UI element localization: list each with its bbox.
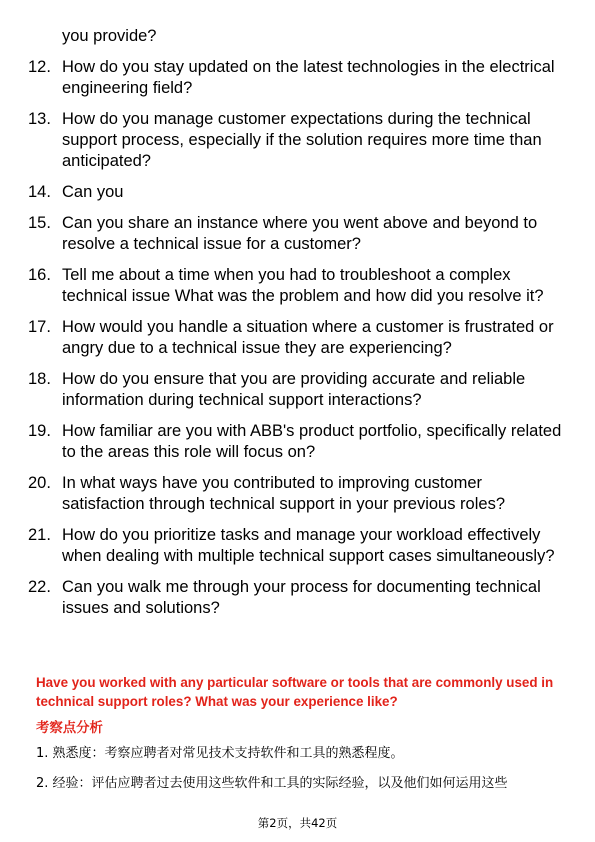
question-number: 21. (28, 526, 51, 544)
question-item (0, 213, 595, 255)
question-text: Tell me about a time when you had to troubleshoot a complex technical issue What was the problem and how did you resolve it? (62, 266, 544, 305)
question-number: 17. (28, 318, 51, 336)
question-item (0, 525, 595, 567)
analysis-title: 考察点分析 (36, 721, 103, 736)
analysis-item: 1. 熟悉度：考察应聘者对常见技术支持软件和工具的熟悉程度。 (36, 746, 404, 761)
question-number: 14. (28, 183, 51, 201)
question-number: 16. (28, 266, 51, 284)
question-text: How do you stay updated on the latest technologies in the electrical engineering field? (62, 58, 555, 97)
question-text: How familiar are you with ABB's product portfolio, specifically related to the areas this role will focus on? (62, 422, 562, 461)
analysis-item: 2. 经验：评估应聘者过去使用这些软件和工具的实际经验，以及他们如何运用这些 (36, 776, 508, 791)
question-text: How do you ensure that you are providing accurate and reliable information during technical support interactions? (62, 370, 526, 409)
section-question-heading: Have you worked with any particular software or tools that are commonly used in technical support roles? What was your experience like? (36, 675, 554, 709)
question-text: How do you manage customer expectations during the technical support process, especially if the solution requires more time than anticipated? (62, 110, 542, 170)
question-number: 12. (28, 58, 51, 76)
question-text: Can you walk me through your process for documenting technical issues and solutions? (62, 578, 541, 617)
question-number: 15. (28, 214, 51, 232)
question-list (0, 57, 595, 629)
question-text: Can you share an instance where you went above and beyond to resolve a technical issue for a customer? (62, 214, 538, 253)
question-number: 20. (28, 474, 51, 492)
question-item (0, 577, 595, 619)
question-item (0, 473, 595, 515)
question-item (0, 265, 595, 307)
question-item (0, 182, 595, 203)
question-text: Can you (62, 183, 124, 201)
question-number: 19. (28, 422, 51, 440)
question-item (0, 109, 595, 172)
page-number-footer: 第2页，共42页 (257, 816, 338, 830)
question-item (0, 421, 595, 463)
question-item (0, 57, 595, 99)
question-number: 18. (28, 370, 51, 388)
question-text: How do you prioritize tasks and manage your workload effectively when dealing with multiple technical support cases simultaneously? (62, 526, 555, 565)
question-number: 22. (28, 578, 51, 596)
question-text: In what ways have you contributed to improving customer satisfaction through technical support in your previous roles? (62, 474, 505, 513)
analysis-list (36, 745, 566, 805)
question-item (0, 317, 595, 359)
continuation-text: you provide? (62, 27, 157, 45)
question-number: 13. (28, 110, 51, 128)
question-text: How would you handle a situation where a customer is frustrated or angry due to a technical issue they are experiencing? (62, 318, 554, 357)
question-item (0, 369, 595, 411)
